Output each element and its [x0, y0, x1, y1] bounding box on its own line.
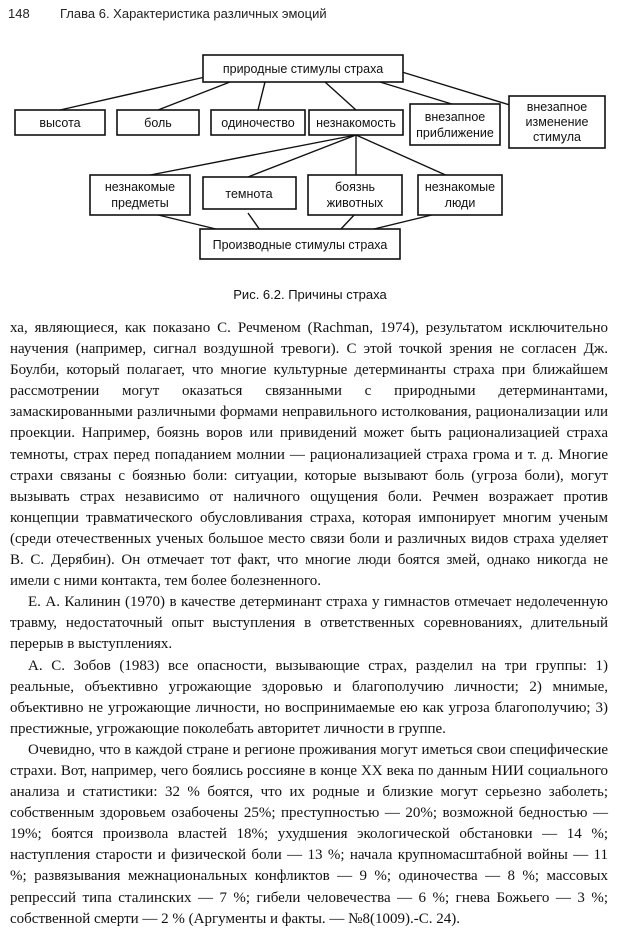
- figure-caption: Рис. 6.2. Причины страха: [233, 287, 387, 302]
- stimulus-label: внезапное: [526, 100, 588, 114]
- natural-stimulus-box: [410, 104, 500, 145]
- paragraph: ха, являющиеся, как показано С. Речменом (Rachman, 1974), результатом исключительно научения (например, сигнал воздушной тревоги). С этой точкой зрения не согласен Дж. Боулби, который полагает, что многие культурные детерминанты страха при ближайшем рассмотрении могут оказаться связанными с природными детерминантами, замаскированными различными формами неправильного истолкования, рационализации или проекции. Например, боязнь воров или привидений может быть рационализацией страха темноты, страх перед попаданием молнии — рационализацией страха грома и т. д. Многие страхи связаны с боязнью боли: ситуации, которые вызывают боль (угроза боли), могут вызывать страх независимо от наличного ощущения боли. Речмен возражает против концепции травматического обусловливания страха, которая импонирует многим ученым (среди отечественных ученых большое место связи боли и различных видов страха уделяет В. С. Дерябин). Он отмечает тот факт, что многие люди боятся змей, однако никогда не имели с ними контакта, тем более болезненного.: [10, 320, 608, 590]
- derived-stimulus-box: [203, 177, 296, 209]
- chapter-title: Глава 6. Характеристика различных эмоций: [60, 6, 327, 21]
- stimulus-label: одиночество: [221, 116, 295, 130]
- fear-causes-diagram: [0, 45, 620, 270]
- connector-line: [140, 135, 356, 177]
- natural-stimulus-box: [211, 110, 305, 135]
- stimulus-label: животных: [326, 196, 384, 210]
- natural-stimuli-label: природные стимулы страха: [222, 62, 384, 76]
- stimulus-label: незнакомые: [424, 180, 496, 194]
- stimulus-label: незнакомость: [316, 116, 396, 130]
- derived-stimulus-box: [90, 175, 190, 215]
- connector-line: [248, 213, 260, 230]
- paragraph: Очевидно, что в каждой стране и регионе проживания могут иметься свои специфические страхи. Вот, например, чего боялись россияне в конце XX века по данным НИИ социального анализа и статистики: 32 % боятся, что их родные и близкие могут серьезно заболеть; собственным здоровьем озабочены 25%; преступностью — 20%; возможной бедностью — 19%; боятся произвола властей 18%; ухудшения экологической обстановки — 14 %; наступления старости и физической боли — 13 %; начала крупномасштабной войны — 11 %; развязывания межнациональных конфликтов — 9 %; одиночества — 8 %; массовых репрессий типа сталинских — 7 %; гибели человечества — 6 %; гнева Божьего — 3 %; собственной смерти — 2 % (Аргументы и факты. — №8(1009).-С. 24).: [10, 741, 608, 927]
- natural-stimulus-box: [309, 110, 403, 135]
- natural-stimulus-box: [15, 110, 105, 135]
- stimulus-label: внезапное: [424, 110, 486, 124]
- stimulus-label: боль: [144, 116, 172, 130]
- stimulus-label: незнакомые: [104, 180, 176, 194]
- stimulus-label: изменение: [525, 115, 589, 129]
- natural-stimulus-box: [509, 96, 605, 148]
- connector-line: [248, 135, 356, 177]
- page-number: 148: [8, 6, 30, 21]
- connector-line: [158, 82, 230, 110]
- derived-stimulus-box: [418, 175, 502, 215]
- paragraph: А. С. Зобов (1983) все опасности, вызывающие страх, разделил на три группы: 1) реальные, объективно угрожающие здоровью и благополучию личности; 2) мнимые, объективно не угрожающие личности, но воспринимаемые ею как угроза благополучию; 3) престижные, угрожающие поколебать авторитет личности в группе.: [10, 657, 608, 737]
- paragraph: Е. А. Калинин (1970) в качестве детерминант страха у гимнастов отмечает недолеченную травму, недостаточный опыт выступления в ответственных соревнованиях, длительный перерыв в выступлениях.: [10, 594, 608, 653]
- derived-stimuli-box: [200, 229, 400, 259]
- body-text: [10, 318, 608, 930]
- stimulus-label: высота: [39, 116, 81, 130]
- natural-stimuli-box: [203, 55, 403, 82]
- stimulus-label: стимула: [533, 130, 581, 144]
- natural-stimulus-box: [117, 110, 199, 135]
- connector-line: [258, 82, 265, 110]
- stimulus-label: предметы: [111, 196, 169, 210]
- connector-line: [325, 82, 356, 110]
- derived-stimuli-label: Производные стимулы страха: [212, 238, 388, 252]
- stimulus-label: боязнь: [334, 180, 376, 194]
- connector-line: [60, 77, 205, 110]
- connector-line: [402, 72, 513, 106]
- stimulus-label: люди: [444, 196, 476, 210]
- derived-stimulus-box: [308, 175, 402, 215]
- stimulus-label: темнота: [225, 187, 273, 201]
- stimulus-label: приближение: [416, 126, 494, 140]
- page-header: [8, 6, 608, 26]
